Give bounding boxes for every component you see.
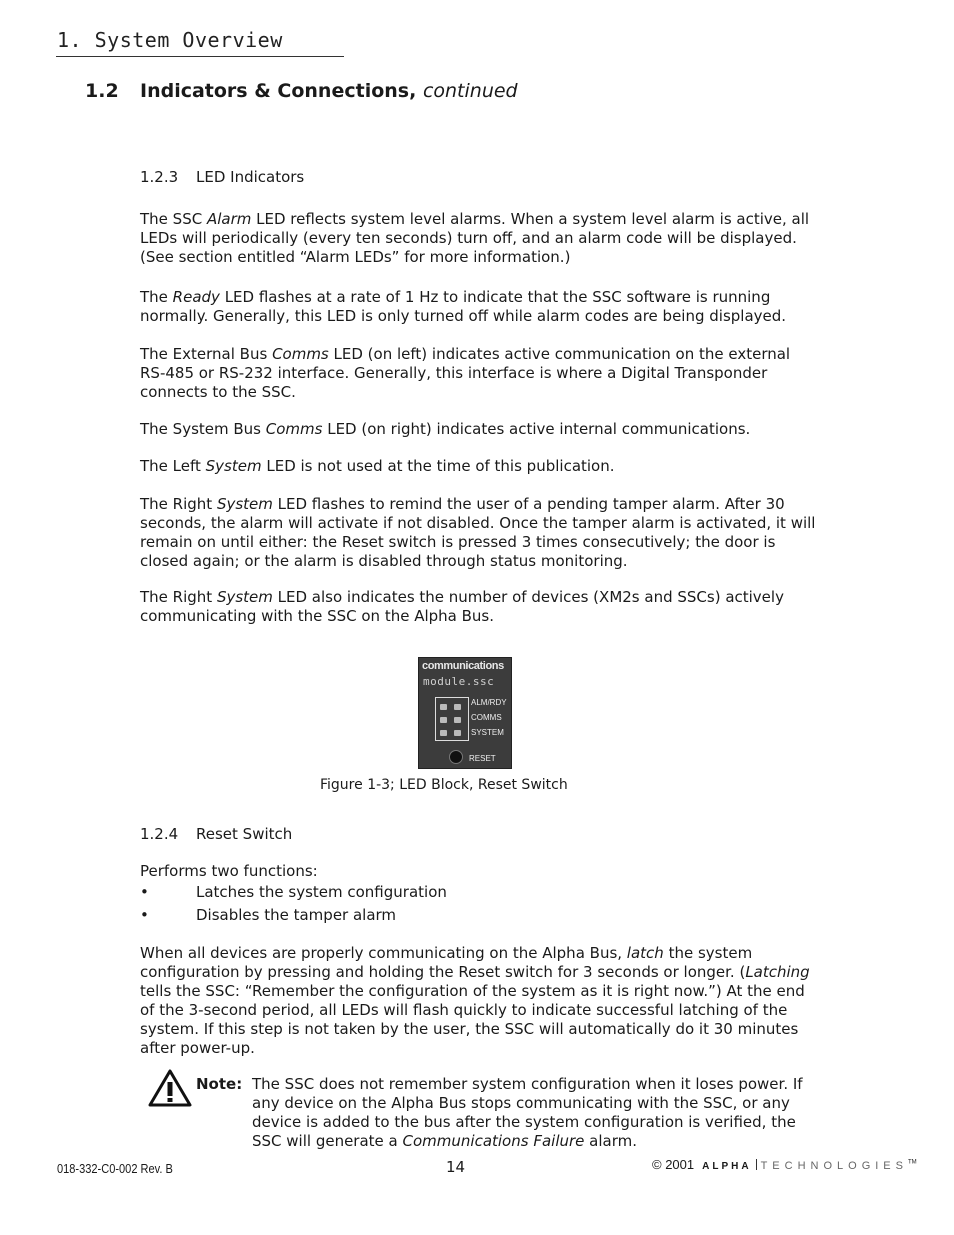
document-number: 018-332-C0-002 Rev. B [57, 1161, 173, 1176]
warning-icon [148, 1068, 192, 1108]
brand-technologies: TECHNOLOGIES [760, 1160, 908, 1172]
note-label: Note: [196, 1075, 243, 1093]
list-item: • Disables the tamper alarm [140, 906, 397, 924]
list-item: • Latches the system configuration [140, 883, 447, 901]
paragraph-external-comms-led: The External Bus Comms LED (on left) indicates active communication on the external RS-485 or RS-232 interface. Generally, this interface is where a Digital Transponder connects to the SSC. [140, 345, 791, 401]
trademark: TM [907, 1159, 917, 1166]
brand-alpha: ALPHA [702, 1161, 752, 1172]
paragraph-left-system-led: The Left System LED is not used at the time of this publication. [140, 457, 615, 475]
led-system-right [454, 730, 461, 736]
figure-label-communications: communications [422, 660, 504, 672]
figure-label-module: module.ssc [423, 675, 495, 688]
subsection-heading-led [140, 168, 304, 186]
bullet-icon: • [140, 906, 149, 924]
section-title: Indicators & Connections, [140, 80, 417, 102]
subsection-title: LED Indicators [196, 168, 305, 186]
brand-divider [756, 1159, 757, 1170]
chapter-title: 1. System Overview [57, 28, 283, 52]
led-ready [454, 704, 461, 710]
led-system-left [440, 730, 447, 736]
reset-switch [449, 750, 463, 764]
section-continued: continued [422, 80, 518, 102]
footer-brand [652, 1157, 917, 1172]
subsection-title: Reset Switch [196, 825, 293, 843]
paragraph-right-system-led: The Right System LED flashes to remind the user of a pending tamper alarm. After 30 seconds, the alarm will activate if not disabled. Once the tamper alarm is activated, it will remain on until either: the Reset switch is pressed 3 times consecutively; the door is closed again; or the alarm is disabled through status monitoring. [140, 495, 816, 570]
paragraph-alarm-led: The SSC Alarm LED reflects system level alarms. When a system level alarm is active, all LEDs will periodically (every ten seconds) turn off, and an alarm code will be displayed. (See section entitled “Alarm LEDs” for more information.) [140, 210, 810, 266]
paragraph-system-comms-led: The System Bus Comms LED (on right) indicates active internal communications. [140, 420, 751, 438]
led-comms-external [440, 717, 447, 723]
copyright: © 2001 [652, 1157, 695, 1172]
paragraph-latch: When all devices are properly communicating on the Alpha Bus, latch the system configuration by pressing and holding the Reset switch for 3 seconds or longer. (Latching tells the SSC: “Remember the configuration of the system as it is right now.”) At the end of the 3-second period, all LEDs will flash quickly to indicate successful latching of the system. If this step is not taken by the user, the SSC will automatically do it 30 minutes after power-up. [140, 944, 810, 1057]
figure-label-alm-rdy: ALM/RDY [471, 698, 507, 707]
figure-label-system: SYSTEM [471, 728, 504, 737]
section-heading [85, 80, 518, 102]
subsection-heading-reset [140, 825, 292, 843]
paragraph-ready-led: The Ready LED flashes at a rate of 1 Hz to indicate that the SSC software is running normally. Generally, this LED is only turned off while alarm codes are being displayed. [140, 288, 787, 325]
section-number: 1.2 [85, 80, 119, 102]
led-block-figure [418, 657, 512, 769]
paragraph-functions-intro: Performs two functions: [140, 862, 318, 880]
chapter-rule [56, 56, 344, 57]
led-block [435, 697, 469, 741]
note-body: The SSC does not remember system configuration when it loses power. If any device on the Alpha Bus stops communicating with the SSC, or any device is added to the bus after the system configuration is verified, the SSC will generate a Communications Failure alarm. [252, 1075, 803, 1150]
led-comms-system [454, 717, 461, 723]
page-number: 14 [446, 1158, 466, 1176]
figure-label-comms: COMMS [471, 713, 502, 722]
bullet-icon: • [140, 883, 149, 901]
led-alarm [440, 704, 447, 710]
subsection-number: 1.2.3 [140, 168, 179, 186]
figure-caption: Figure 1-3; LED Block, Reset Switch [320, 777, 568, 793]
subsection-number: 1.2.4 [140, 825, 179, 843]
figure-label-reset: RESET [469, 754, 496, 763]
paragraph-right-system-led-count: The Right System LED also indicates the number of devices (XM2s and SSCs) actively communicating with the SSC on the Alpha Bus. [140, 588, 784, 625]
